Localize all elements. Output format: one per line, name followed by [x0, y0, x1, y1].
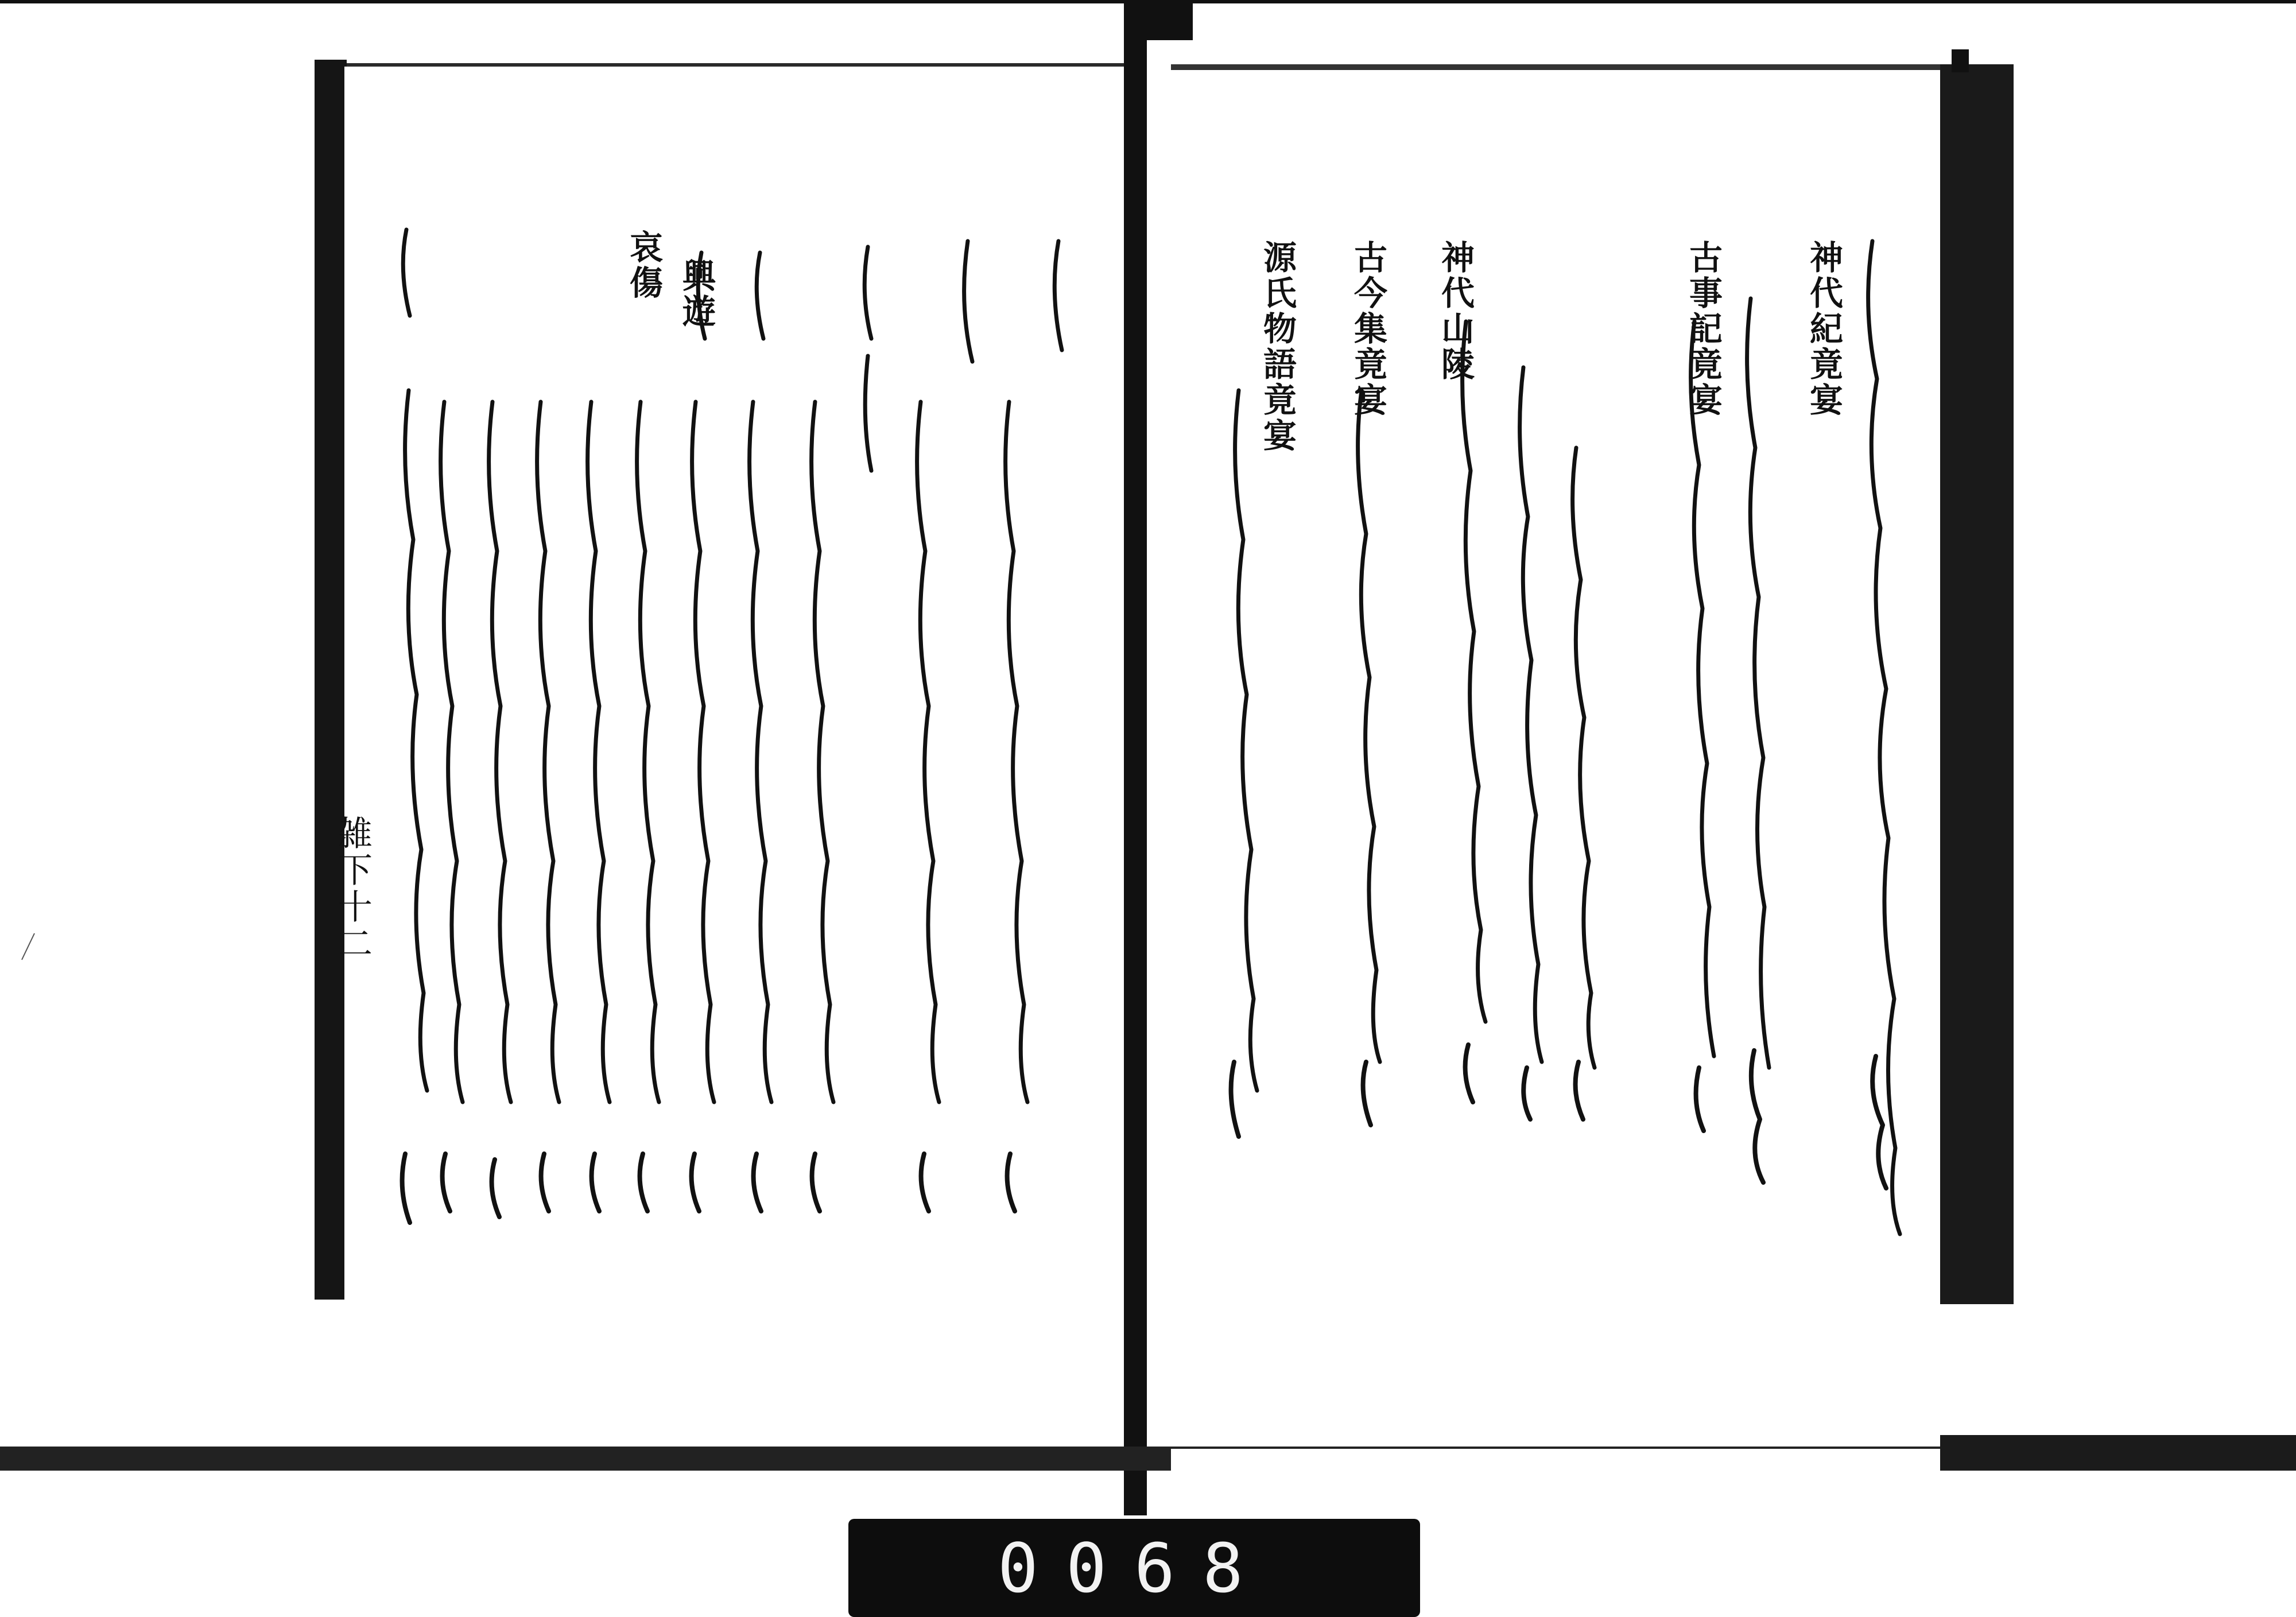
page-folio-label: 雑下十二 — [332, 815, 373, 962]
heading-kokinshu-kyoen: 古今集竟宴 — [1348, 240, 1387, 418]
microfilm-frame-number: 0068 — [848, 1519, 1420, 1617]
heading-jindai-sanryo: 神代山陵 — [1436, 240, 1475, 382]
heading-genji-kyoen: 源氏物語竟宴 — [1258, 240, 1297, 453]
heading-aisho: 哀傷 — [624, 230, 663, 301]
heading-koyu: 興遊 — [677, 258, 716, 329]
heading-jindaiki-kyoen: 神代紀竟宴 — [1804, 240, 1843, 418]
heading-kojiki-kyoen: 古事記竟宴 — [1684, 240, 1723, 418]
